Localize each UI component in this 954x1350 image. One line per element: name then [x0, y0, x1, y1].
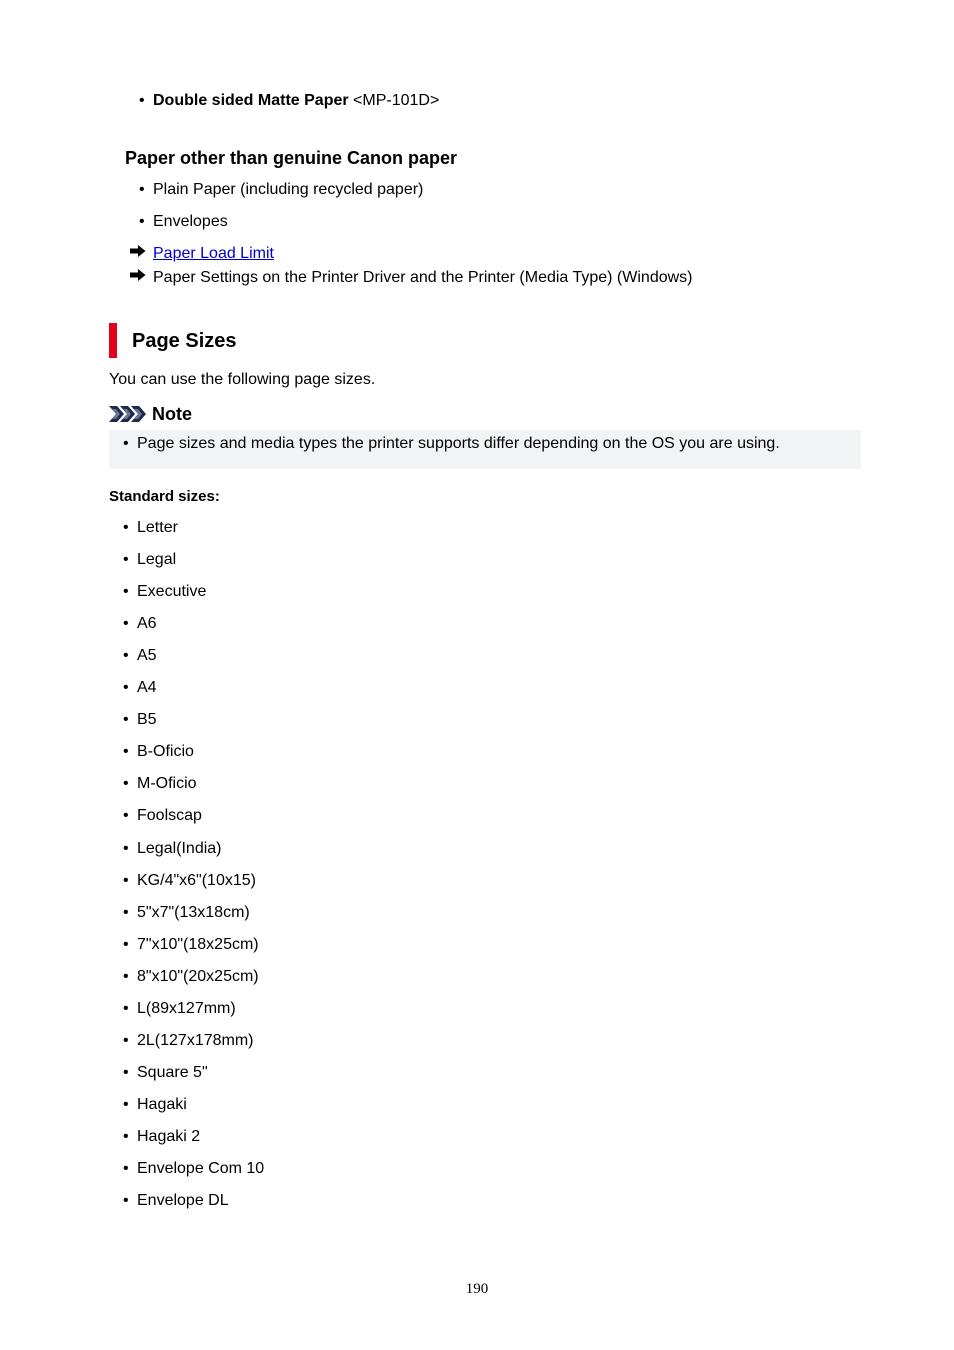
- list-item: [123, 710, 157, 730]
- size-name: Legal: [137, 551, 177, 568]
- bullet: •: [123, 551, 129, 568]
- bullet: •: [123, 1128, 129, 1145]
- list-item: [123, 550, 176, 570]
- bullet: •: [123, 872, 129, 889]
- bullet: •: [123, 968, 129, 985]
- bullet: •: [123, 1192, 129, 1209]
- related-link-row[interactable]: [129, 244, 274, 264]
- size-name: Hagaki: [137, 1096, 187, 1113]
- list-item: [123, 1095, 187, 1115]
- list-item: [123, 742, 194, 762]
- size-name: Hagaki 2: [137, 1128, 201, 1145]
- bullet: •: [139, 181, 145, 198]
- bullet: •: [123, 1032, 129, 1049]
- list-item: [139, 91, 439, 111]
- list-item: [123, 871, 256, 891]
- list-item: [123, 1031, 254, 1051]
- paper-code: <MP-101D>: [348, 92, 440, 109]
- size-name: B-Oficio: [137, 743, 194, 760]
- bullet: •: [123, 615, 129, 632]
- list-item: [123, 678, 157, 698]
- size-name: M-Oficio: [137, 775, 197, 792]
- bullet: •: [123, 1064, 129, 1081]
- note-chevrons-icon: [109, 405, 149, 428]
- intro-text: You can use the following page sizes.: [109, 371, 376, 388]
- section-heading: Paper other than genuine Canon paper: [125, 148, 458, 168]
- note-item-text: Page sizes and media types the printer supports differ depending on the OS you are using.: [137, 435, 780, 452]
- list-item-text: Plain Paper (including recycled paper): [153, 181, 424, 198]
- list-item: [123, 646, 157, 666]
- bullet: •: [123, 807, 129, 824]
- size-name: A6: [137, 615, 157, 632]
- bullet: •: [139, 213, 145, 230]
- bullet: •: [123, 904, 129, 921]
- bullet: •: [123, 711, 129, 728]
- list-item: [123, 518, 178, 538]
- bullet: •: [123, 647, 129, 664]
- list-item: [139, 180, 423, 200]
- paper-load-limit-link[interactable]: Paper Load Limit: [153, 245, 274, 263]
- list-item: [123, 1191, 229, 1211]
- arrow-right-icon: [129, 244, 153, 264]
- list-item: [123, 614, 157, 634]
- standard-sizes-label: Standard sizes:: [109, 488, 220, 505]
- size-name: Envelope Com 10: [137, 1160, 265, 1177]
- related-link-row: [129, 268, 693, 288]
- arrow-right-icon: [129, 268, 153, 288]
- note-item: [123, 434, 780, 454]
- list-item: [123, 967, 259, 987]
- page-number: 190: [465, 1281, 489, 1297]
- list-item: [139, 212, 228, 232]
- size-name: 5"x7"(13x18cm): [137, 904, 250, 921]
- note-box: [109, 430, 861, 469]
- list-item: [123, 806, 202, 826]
- size-name: B5: [137, 711, 157, 728]
- heading-accent-bar: [109, 323, 117, 358]
- list-item: [123, 1159, 264, 1179]
- list-item: [123, 999, 236, 1019]
- bullet: •: [123, 1000, 129, 1017]
- paper-name: Double sided Matte Paper: [153, 92, 349, 109]
- list-item: [123, 1063, 208, 1083]
- bullet: •: [123, 435, 129, 452]
- bullet: •: [123, 743, 129, 760]
- size-name: 8"x10"(20x25cm): [137, 968, 259, 985]
- bullet: •: [139, 92, 145, 109]
- list-item-text: Envelopes: [153, 213, 228, 230]
- list-item: [123, 774, 197, 794]
- note-title: Note: [152, 404, 192, 424]
- bullet: •: [123, 583, 129, 600]
- bullet: •: [123, 519, 129, 536]
- paper-settings-text: Paper Settings on the Printer Driver and the Printer (Media Type) (Windows): [153, 269, 693, 287]
- bullet: •: [123, 840, 129, 857]
- list-item: [123, 903, 250, 923]
- size-name: Square 5": [137, 1064, 208, 1081]
- bullet: •: [123, 1160, 129, 1177]
- size-name: A5: [137, 647, 157, 664]
- size-name: KG/4"x6"(10x15): [137, 872, 256, 889]
- bullet: •: [123, 679, 129, 696]
- size-name: Executive: [137, 583, 207, 600]
- size-name: Letter: [137, 519, 178, 536]
- bullet: •: [123, 1096, 129, 1113]
- bullet: •: [123, 775, 129, 792]
- size-name: 7"x10"(18x25cm): [137, 936, 259, 953]
- size-name: Envelope DL: [137, 1192, 229, 1209]
- list-item: [123, 1127, 200, 1147]
- list-item: [123, 935, 259, 955]
- bullet: •: [123, 936, 129, 953]
- page-title: Page Sizes: [132, 330, 237, 352]
- list-item: [123, 839, 222, 859]
- list-item: [123, 582, 206, 602]
- size-name: Legal(India): [137, 840, 222, 857]
- size-name: Foolscap: [137, 807, 202, 824]
- size-name: A4: [137, 679, 157, 696]
- size-name: L(89x127mm): [137, 1000, 236, 1017]
- size-name: 2L(127x178mm): [137, 1032, 254, 1049]
